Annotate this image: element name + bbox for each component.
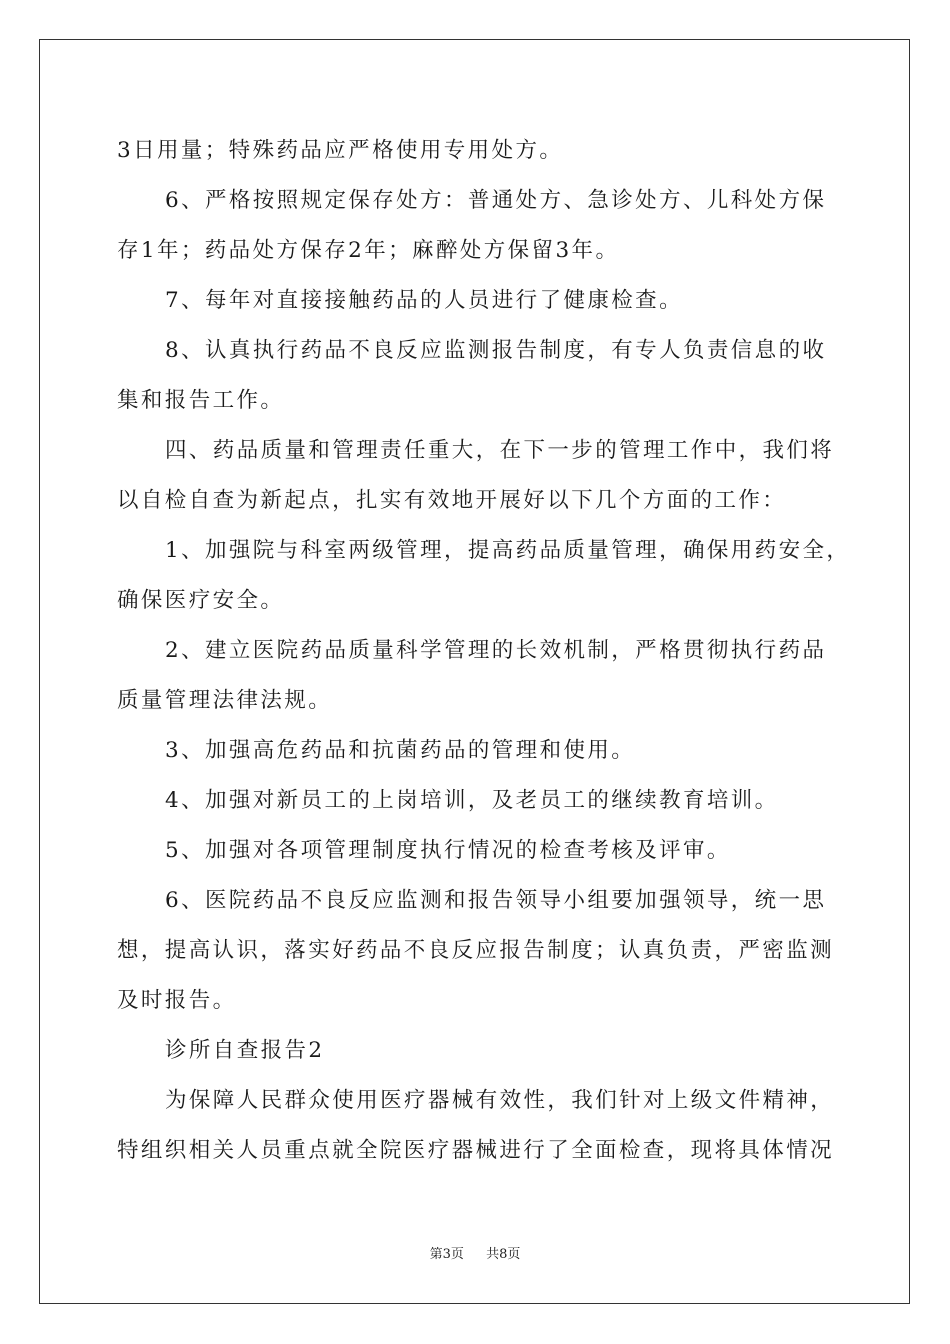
text-line: 四、药品质量和管理责任重大，在下一步的管理工作中，我们将 [165, 438, 835, 463]
text-line: 及时报告。 [117, 988, 237, 1013]
page-footer [0, 1247, 950, 1263]
page-count: 共8页 [486, 1247, 521, 1262]
text-line: 6、严格按照规定保存处方：普通处方、急诊处方、儿科处方保 [165, 188, 827, 213]
document-body [117, 126, 851, 1176]
text-line: 想，提高认识，落实好药品不良反应报告制度；认真负责，严密监测 [117, 938, 835, 963]
text-line: 以自检自查为新起点，扎实有效地开展好以下几个方面的工作： [117, 488, 787, 513]
text-line: 确保医疗安全。 [117, 588, 285, 613]
text-line: 存1年；药品处方保存2年；麻醉处方保留3年。 [117, 238, 620, 263]
text-line: 特组织相关人员重点就全院医疗器械进行了全面检查，现将具体情况 [117, 1138, 835, 1163]
text-line: 4、加强对新员工的上岗培训，及老员工的继续教育培训。 [165, 788, 779, 813]
text-line: 3日用量；特殊药品应严格使用专用处方。 [117, 138, 564, 163]
text-line: 8、认真执行药品不良反应监测报告制度，有专人负责信息的收 [165, 338, 827, 363]
page-number: 第3页 [429, 1247, 464, 1262]
text-line: 质量管理法律法规。 [117, 688, 333, 713]
text-line: 集和报告工作。 [117, 388, 285, 413]
text-line: 2、建立医院药品质量科学管理的长效机制，严格贯彻执行药品 [165, 638, 827, 663]
text-line: 7、每年对直接接触药品的人员进行了健康检查。 [165, 288, 683, 313]
text-line: 5、加强对各项管理制度执行情况的检查考核及评审。 [165, 838, 731, 863]
text-line: 3、加强高危药品和抗菌药品的管理和使用。 [165, 738, 636, 763]
section-heading: 诊所自查报告2 [165, 1038, 325, 1063]
text-line: 1、加强院与科室两级管理，提高药品质量管理，确保用药安全， [165, 538, 851, 563]
text-line: 6、医院药品不良反应监测和报告领导小组要加强领导，统一思 [165, 888, 827, 913]
text-line: 为保障人民群众使用医疗器械有效性，我们针对上级文件精神， [165, 1088, 835, 1113]
